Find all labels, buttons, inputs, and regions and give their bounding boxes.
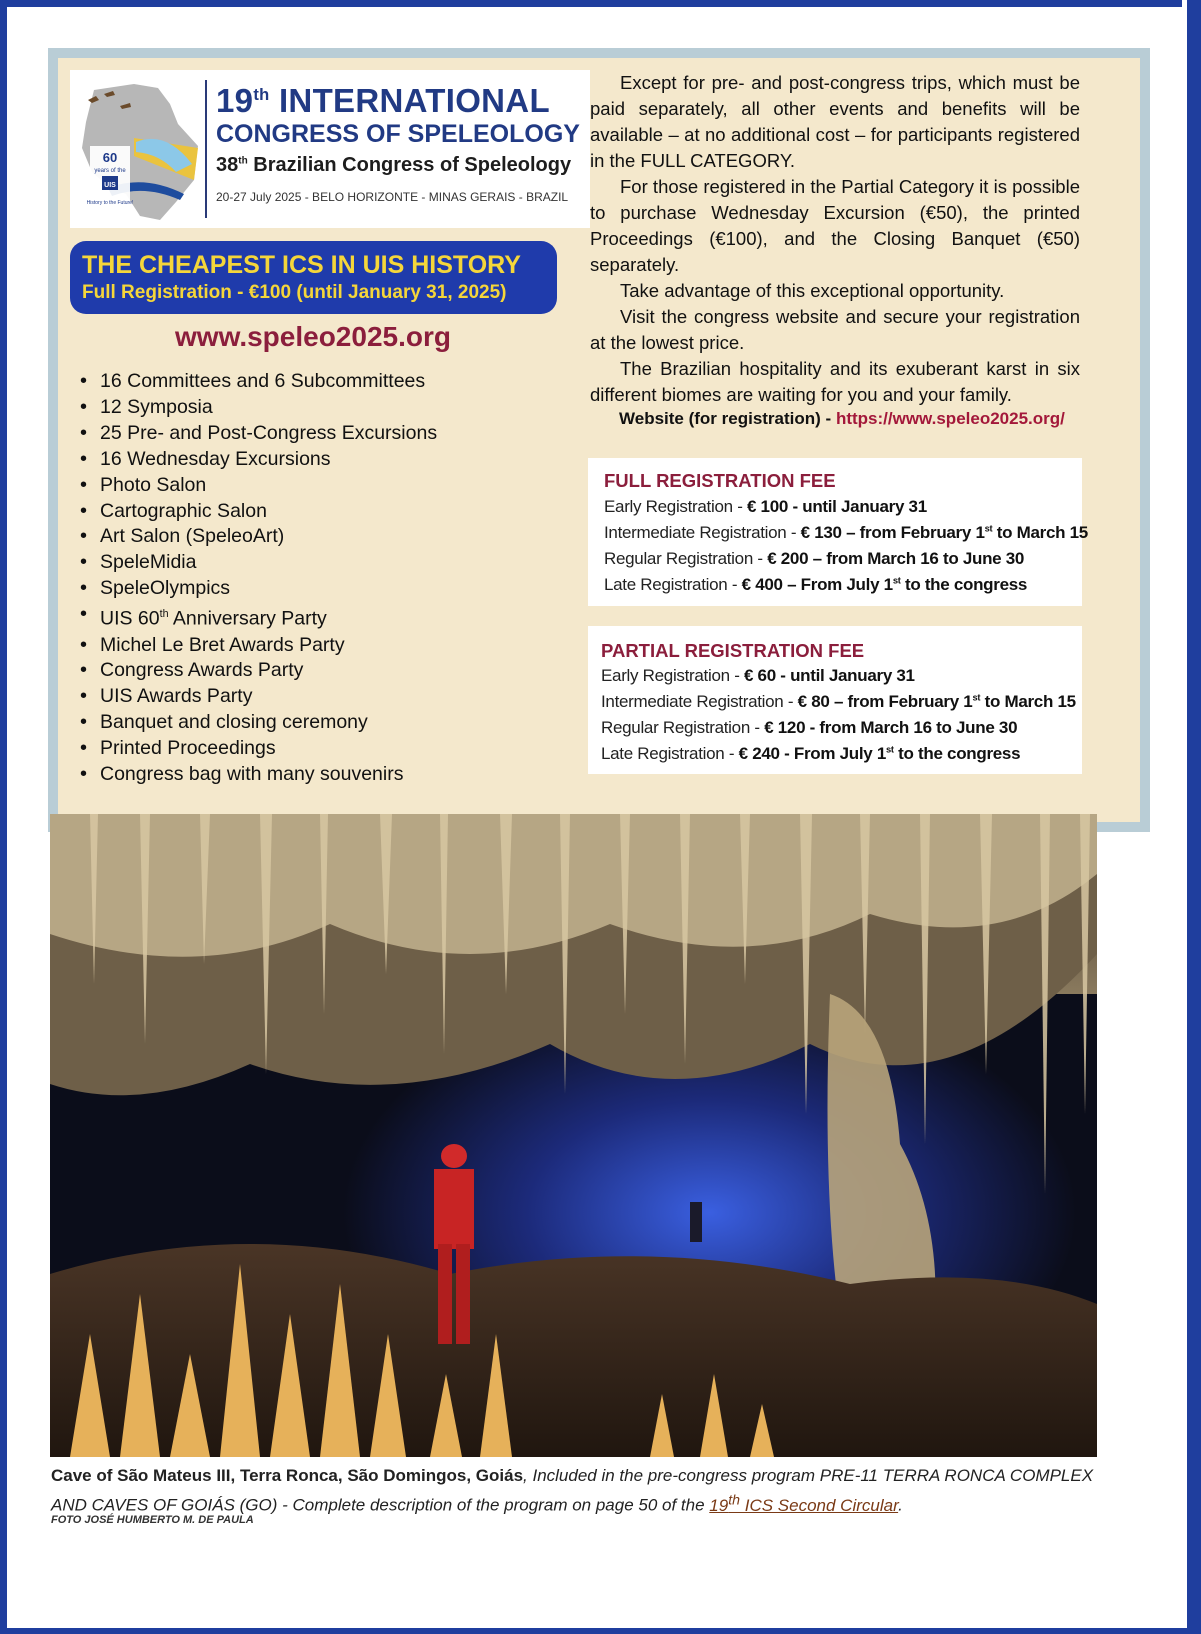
benefits-list	[80, 369, 550, 788]
circular-link[interactable]: 19th ICS Second Circular	[709, 1492, 899, 1515]
photo-credit: FOTO JOSÉ HUMBERTO M. DE PAULA	[51, 1514, 254, 1526]
promo-headline: THE CHEAPEST ICS IN UIS HISTORY	[82, 251, 521, 279]
congress-logo	[70, 70, 590, 228]
partial-fee-title: PARTIAL REGISTRATION FEE	[601, 640, 865, 661]
caption-description: , Included in the pre-congress program PRE-11 TERRA RONCA COMPLEX AND CAVES OF GOIÁS (GO) - Complete description of the program on page 50 of the	[51, 1466, 1094, 1515]
paragraph: Take advantage of this exceptional opportunity.	[620, 280, 1005, 301]
page-border-left	[0, 0, 7, 1634]
caption-location: Cave of São Mateus III, Terra Ronca, São Domingos, Goiás	[51, 1466, 524, 1485]
page-border-right	[1187, 0, 1201, 1634]
list-item: • 16 Committees and 6 Subcommittees	[80, 369, 550, 395]
registration-url-link[interactable]: https://www.speleo2025.org/	[835, 409, 1065, 428]
description-text	[590, 70, 1080, 408]
fee-row: Regular Registration - € 120 - from March 16 to June 30	[601, 718, 1018, 737]
list-item: • Cartographic Salon	[80, 499, 550, 525]
fee-row: Intermediate Registration - € 80 – from February 1st to March 15	[601, 692, 1076, 711]
fee-row: Early Registration - € 60 - until January 31	[601, 666, 915, 685]
list-item: • Printed Proceedings	[80, 736, 550, 762]
list-item: • Congress Awards Party	[80, 658, 550, 684]
congress-title: 19th INTERNATIONAL	[216, 82, 550, 119]
info-panel-body	[58, 58, 1140, 822]
list-item: • Michel Le Bret Awards Party	[80, 633, 550, 659]
brazil-map-logo-icon	[74, 76, 200, 226]
congress-subtitle: CONGRESS OF SPELEOLOGY	[216, 120, 580, 148]
fee-row: Intermediate Registration - € 130 – from February 1st to March 15	[604, 523, 1088, 542]
list-item: • UIS 60th Anniversary Party	[80, 602, 550, 632]
registration-website	[619, 409, 1065, 429]
list-item: • Congress bag with many souvenirs	[80, 762, 550, 788]
congress-dates-location: 20-27 July 2025 - BELO HORIZONTE - MINAS GERAIS - BRAZIL	[216, 190, 569, 204]
list-item: • Banquet and closing ceremony	[80, 710, 550, 736]
info-panel	[48, 48, 1150, 832]
list-item: • SpeleOlympics	[80, 576, 550, 602]
list-item: • Art Salon (SpeleoArt)	[80, 524, 550, 550]
promo-banner	[70, 241, 557, 314]
svg-text:UIS: UIS	[104, 182, 116, 189]
svg-text:History to the Future!: History to the Future!	[86, 200, 134, 206]
list-item: • Photo Salon	[80, 473, 550, 499]
fee-row: Early Registration - € 100 - until January 31	[604, 497, 927, 516]
fee-row: Late Registration - € 400 – From July 1st to the congress	[604, 575, 1028, 594]
fee-row: Late Registration - € 240 - From July 1st to the congress	[601, 744, 1021, 763]
partial-fee-table	[588, 626, 1082, 774]
registration-website-label: Website (for registration) -	[619, 409, 836, 428]
list-item: • 25 Pre- and Post-Congress Excursions	[80, 421, 550, 447]
paragraph: Except for pre- and post-congress trips, which must be paid separately, all other events and benefits will be available – at no additional cost – for participants registered in the FULL CATEGORY.	[590, 72, 1080, 171]
paragraph: Visit the congress website and secure your registration at the lowest price.	[590, 306, 1080, 353]
photo-caption: Cave of São Mateus III, Terra Ronca, São Domingos, Goiás, Included in the pre-congress program PRE-11 TERRA RONCA COMPLEX AND CAVES OF GOIÁS (GO) - Complete description of the program on page 50 of the 19th ICS Second Circular.	[51, 1466, 1094, 1515]
paragraph: The Brazilian hospitality and its exuberant karst in six different biomes are waiting for you and your family.	[590, 358, 1080, 405]
full-fee-table	[588, 458, 1088, 606]
svg-text:60: 60	[102, 150, 118, 165]
list-item: • 16 Wednesday Excursions	[80, 447, 550, 473]
fee-row: Regular Registration - € 200 – from March 16 to June 30	[604, 549, 1025, 568]
page-border-bottom	[0, 1628, 1201, 1634]
svg-text:years of the: years of the	[94, 168, 126, 174]
full-fee-title: FULL REGISTRATION FEE	[604, 470, 836, 491]
cave-photo	[50, 814, 1097, 1457]
list-item: • 12 Symposia	[80, 395, 550, 421]
promo-subline: Full Registration - €100 (until January 31, 2025)	[82, 282, 507, 303]
list-item: • SpeleMidia	[80, 550, 550, 576]
logo-divider	[205, 80, 207, 218]
list-item: • UIS Awards Party	[80, 684, 550, 710]
cave-photo-image	[50, 814, 1097, 1457]
paragraph: For those registered in the Partial Category it is possible to purchase Wednesday Excursion (€50), the printed Proceedings (€100), and the Closing Banquet (€50) separately.	[590, 176, 1080, 275]
page-border-top	[0, 0, 1201, 7]
website-link[interactable]: www.speleo2025.org	[175, 321, 451, 352]
brazilian-congress-title: 38th Brazilian Congress of Speleology	[216, 154, 572, 176]
